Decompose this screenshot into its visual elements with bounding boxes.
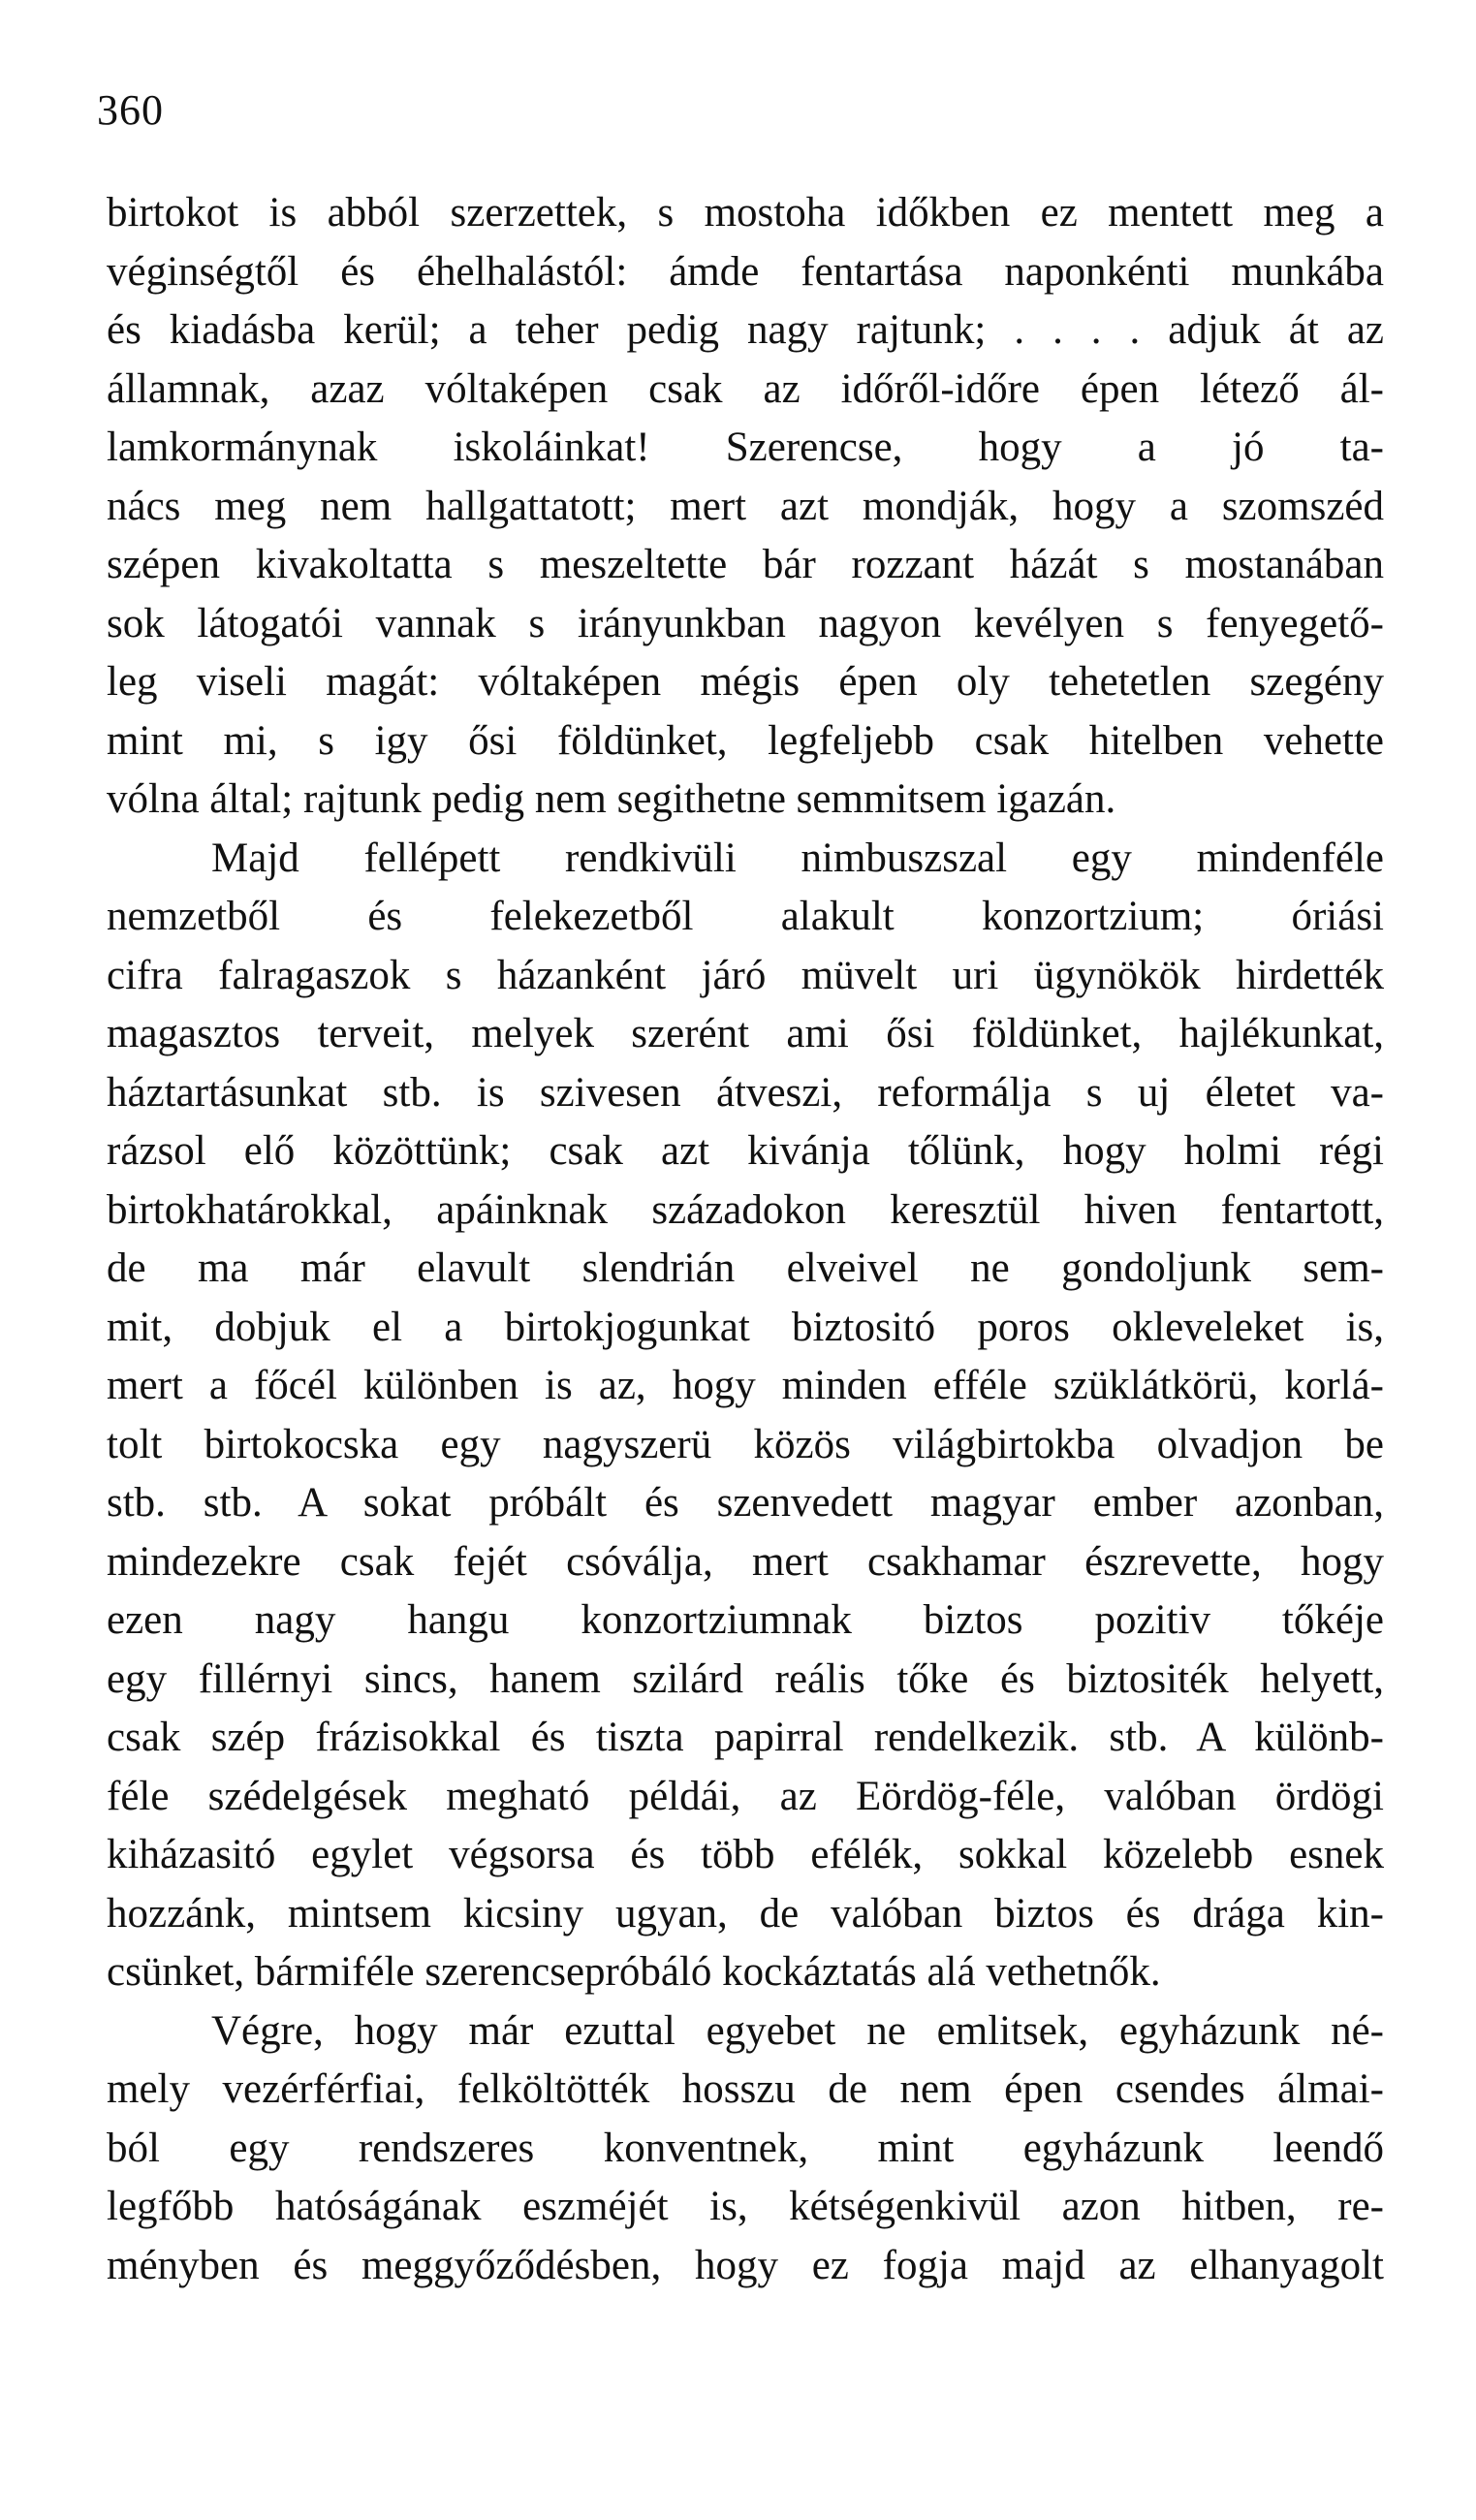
text-line: ményben és meggyőződésben, hogy ez fogja majd az elhanyagolt bbox=[107, 2242, 1384, 2288]
text-line: legfőbb hatóságának eszméjét is, kétségenkivül azon hitben, re- bbox=[107, 2184, 1384, 2229]
page-number: 360 bbox=[97, 86, 164, 134]
text-line: nács meg nem hallgattatott; mert azt mondják, hogy a szomszéd bbox=[107, 483, 1384, 529]
text-line: de ma már elavult slendrián elveivel ne gondoljunk sem- bbox=[107, 1245, 1384, 1291]
text-line: féle szédelgések megható példái, az Eördög-féle, valóban ördögi bbox=[107, 1773, 1384, 1819]
text-line: államnak, azaz vóltaképen csak az időről-időre épen létező ál- bbox=[107, 365, 1384, 412]
text-line: csak szép frázisokkal és tiszta papirral rendelkezik. stb. A különb- bbox=[107, 1715, 1384, 1760]
text-line: tolt birtokocska egy nagyszerü közös világbirtokba olvadjon be bbox=[107, 1421, 1384, 1467]
text-line: stb. stb. A sokat próbált és szenvedett magyar ember azonban, bbox=[107, 1480, 1384, 1526]
text-line: hozzánk, mintsem kicsiny ugyan, de valóban biztos és drága kin- bbox=[107, 1890, 1384, 1937]
text-line: vólna által; rajtunk pedig nem segithetne semmitsem igazán. bbox=[107, 776, 1116, 822]
body-text bbox=[107, 184, 1384, 2295]
text-line: mert a főcél különben is az, hogy minden efféle szüklátkörü, korlá- bbox=[107, 1363, 1384, 1408]
text-line: ezen nagy hangu konzortziumnak biztos pozitiv tőkéje bbox=[107, 1597, 1384, 1643]
text-line: Majd fellépett rendkivüli nimbuszszal egy mindenféle bbox=[211, 835, 1384, 881]
text-line: és kiadásba kerül; a teher pedig nagy rajtunk; . . . . adjuk át az bbox=[107, 307, 1384, 353]
text-line: nemzetből és felekezetből alakult konzortzium; óriási bbox=[107, 894, 1384, 939]
text-line: háztartásunkat stb. is szivesen átveszi, reformálja s uj életet va- bbox=[107, 1069, 1384, 1116]
text-line: mint mi, s igy ősi földünket, legfeljebb csak hitelben vehette bbox=[107, 717, 1384, 764]
text-line: mit, dobjuk el a birtokjogunkat biztositó poros okleveleket is, bbox=[107, 1304, 1384, 1350]
text-line: csünket, bármiféle szerencsepróbáló kockáztatás alá vethetnők. bbox=[107, 1949, 1161, 1995]
text-line: lamkormánynak iskoláinkat! Szerencse, hogy a jó ta- bbox=[107, 425, 1384, 470]
text-line: kiházasitó egylet végsorsa és több efélék, sokkal közelebb esnek bbox=[107, 1832, 1384, 1877]
text-line: birtokot is abból szerzettek, s mostoha időkben ez mentett meg a bbox=[107, 190, 1384, 236]
text-line: egy fillérnyi sincs, hanem szilárd reális tőke és biztositék helyett, bbox=[107, 1655, 1384, 1702]
text-line: birtokhatárokkal, apáinknak századokon keresztül hiven fentartott, bbox=[107, 1186, 1384, 1233]
text-line: sok látogatói vannak s irányunkban nagyon kevélyen s fenyegető- bbox=[107, 600, 1384, 646]
text-line: rázsol elő közöttünk; csak azt kivánja tőlünk, hogy holmi régi bbox=[107, 1128, 1384, 1174]
text-line: mindezekre csak fejét csóválja, mert csakhamar észrevette, hogy bbox=[107, 1538, 1384, 1585]
text-line: szépen kivakoltatta s meszeltette bár rozzant házát s mostanában bbox=[107, 542, 1384, 587]
text-line: cifra falragaszok s házanként járó müvelt uri ügynökök hirdették bbox=[107, 952, 1384, 998]
text-line: mely vezérférfiai, felköltötték hosszu de nem épen csendes álmai- bbox=[107, 2066, 1384, 2112]
text-line: ból egy rendszeres konventnek, mint egyházunk leendő bbox=[107, 2125, 1384, 2171]
text-line: Végre, hogy már ezuttal egyebet ne emlitsek, egyházunk né- bbox=[211, 2007, 1384, 2054]
text-line: magasztos terveit, melyek szerént ami ősi földünket, hajlékunkat, bbox=[107, 1011, 1384, 1056]
text-line: leg viseli magát: vóltaképen mégis épen oly tehetetlen szegény bbox=[107, 659, 1384, 705]
text-line: véginségtől és éhelhalástól: ámde fentartása naponkénti munkába bbox=[107, 248, 1384, 295]
